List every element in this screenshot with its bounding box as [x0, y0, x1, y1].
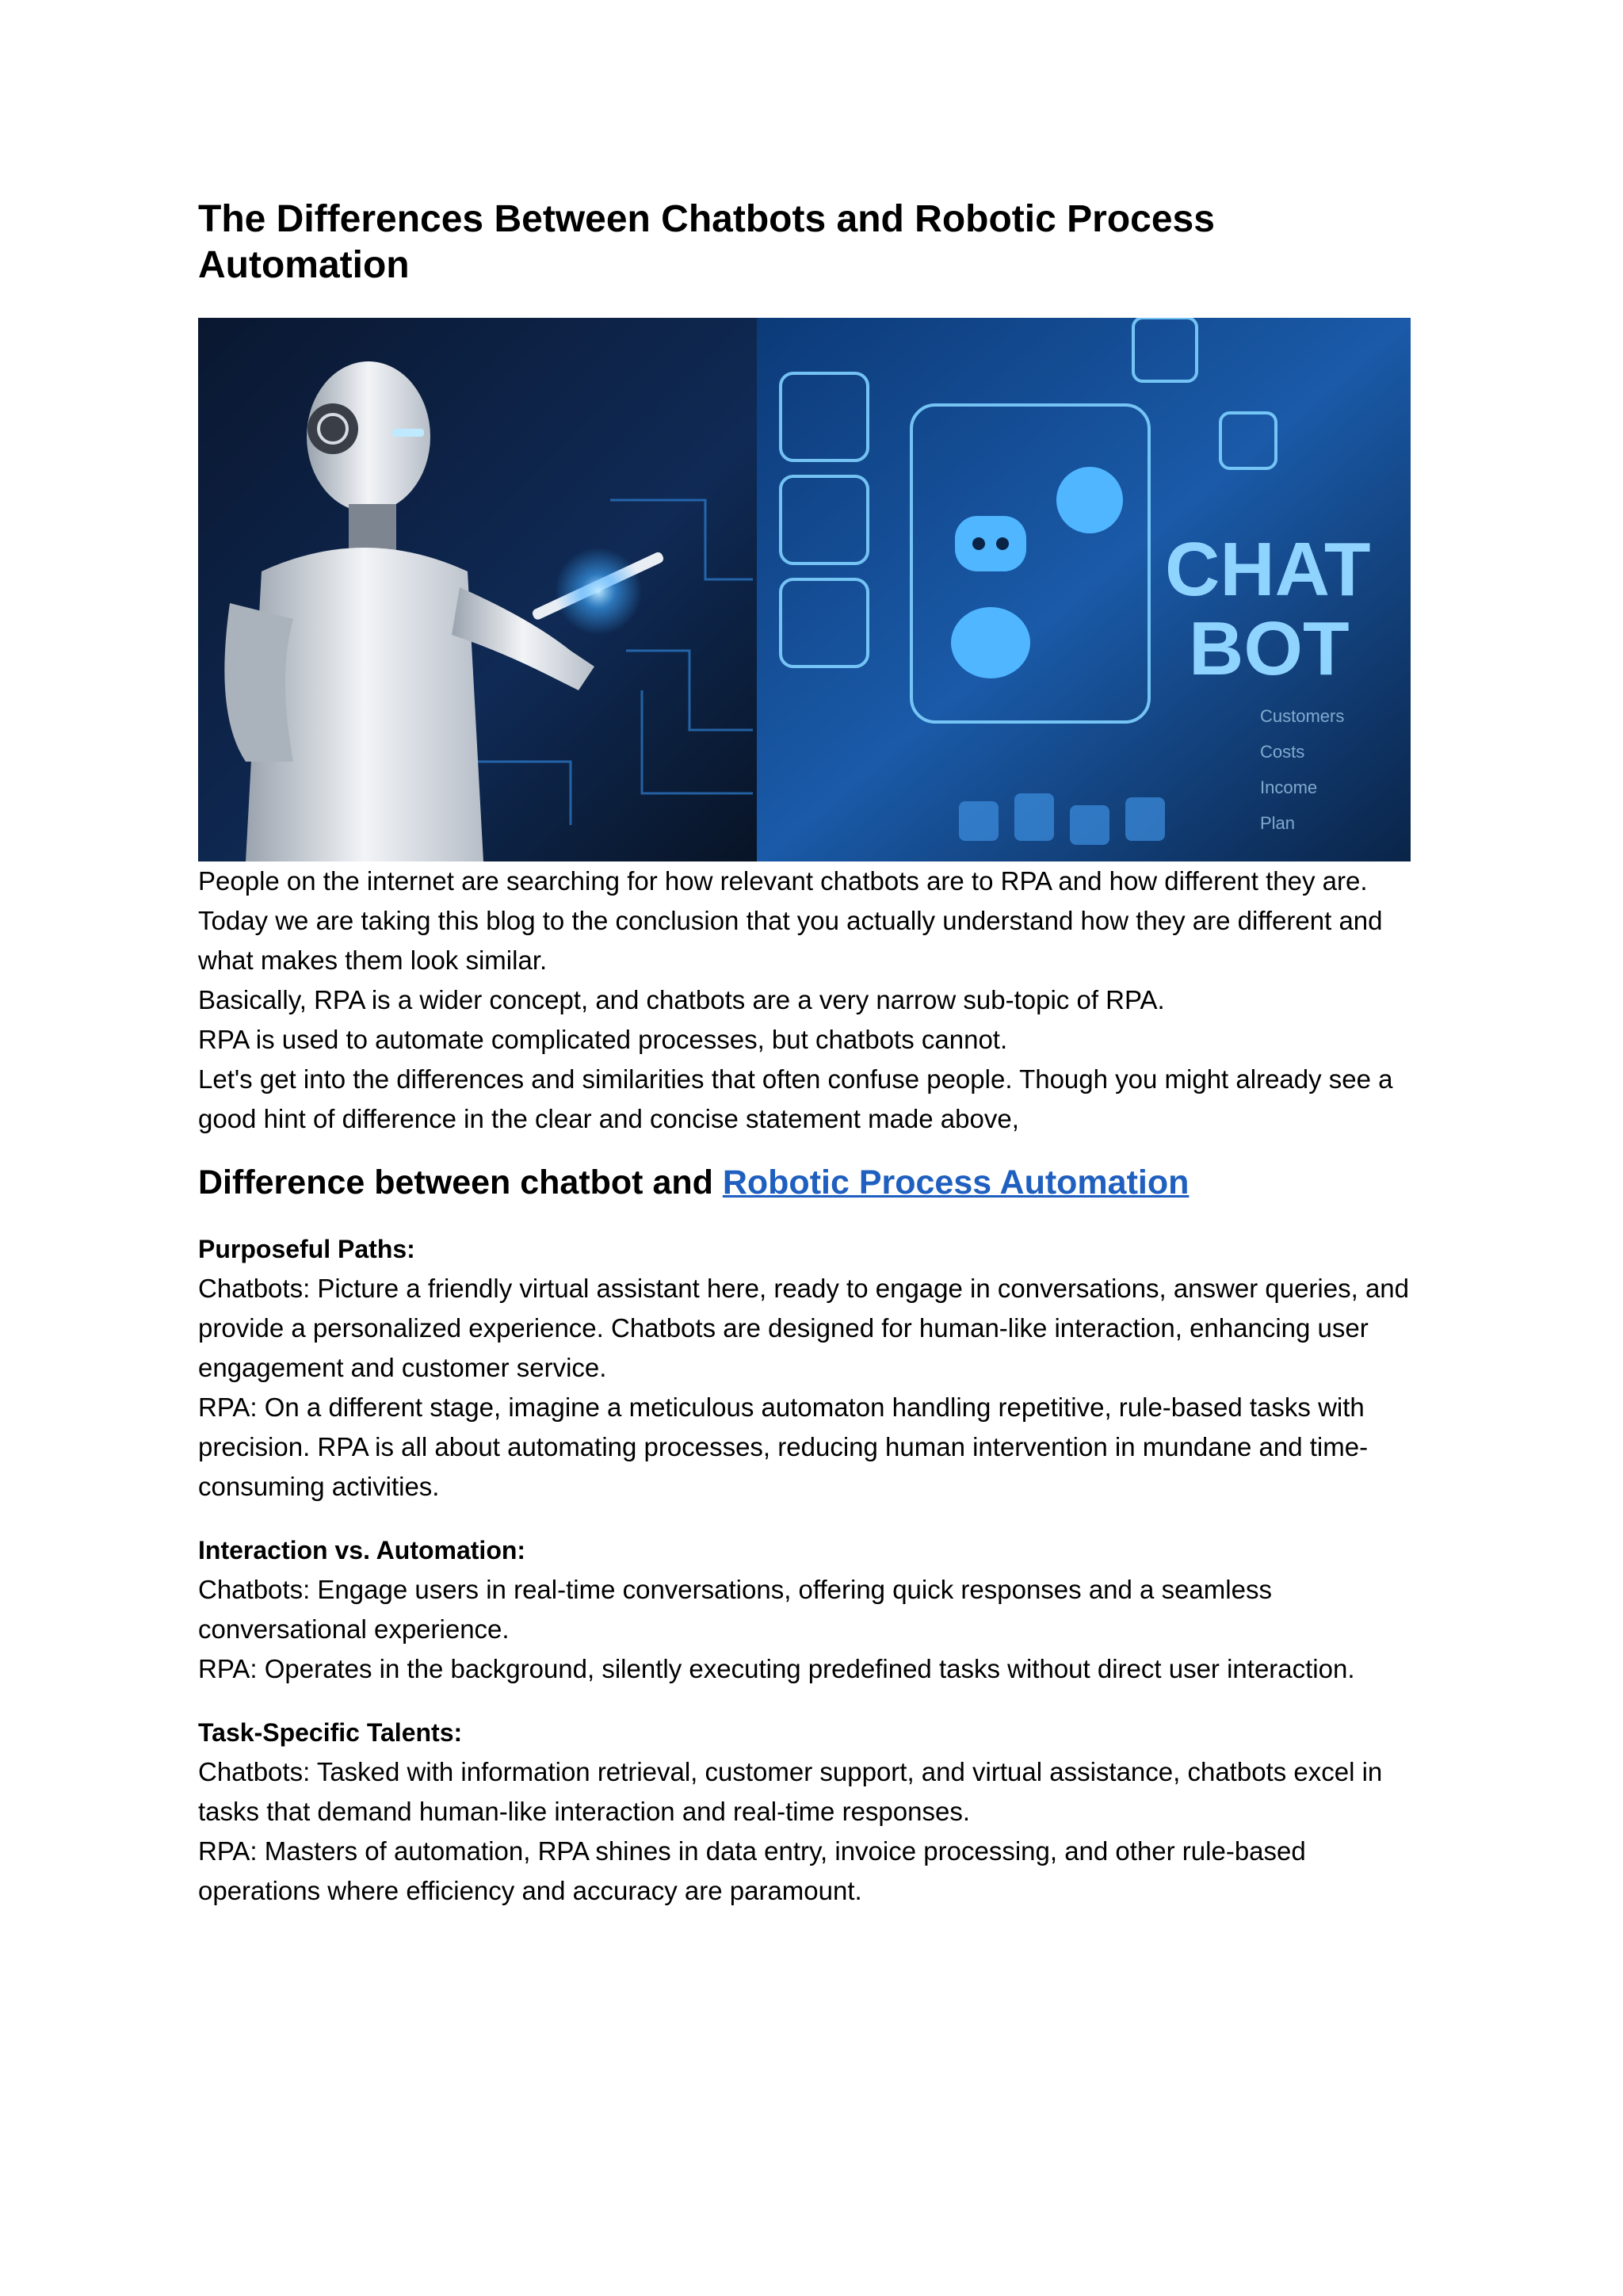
hero-image: [198, 318, 1411, 861]
interaction-rpa: RPA: Operates in the background, silently executing predefined tasks without direct user interaction.: [198, 1654, 1355, 1684]
purposeful-chatbots: Chatbots: Picture a friendly virtual assistant here, ready to engage in conversations, answer queries, and provide a personalized experience. Chatbots are designed for human-like interaction, enhancing user engagement and customer service.: [198, 1274, 1410, 1383]
tasks-heading: Task-Specific Talents:: [198, 1718, 463, 1748]
panel-label: Customers: [1260, 706, 1345, 727]
intro-paragraph-2-line-2: RPA is used to automate complicated processes, but chatbots cannot.: [198, 1025, 1008, 1055]
intro-paragraph-2-line-1: Basically, RPA is a wider concept, and chatbots are a very narrow sub-topic of RPA.: [198, 985, 1165, 1015]
bot-text: BOT: [1189, 606, 1350, 692]
chat-text: CHAT: [1165, 527, 1371, 613]
purposeful-rpa: RPA: On a different stage, imagine a meticulous automaton handling repetitive, rule-based tasks with precision. RPA is all about automating processes, reducing human intervention in mundane and time-consuming activities.: [198, 1392, 1369, 1502]
panel-label: Income: [1260, 777, 1318, 798]
document-content: [198, 197, 1434, 1911]
intro-paragraph-3: Let's get into the differences and similarities that often confuse people. Though you might already see a good hint of difference in the clear and concise statement made above,: [198, 1064, 1393, 1134]
document-title: The Differences Between Chatbots and Robotic Process Automation: [198, 198, 1215, 286]
tasks-chatbots: Chatbots: Tasked with information retrieval, customer support, and virtual assistance, chatbots excel in tasks that demand human-like interaction and real-time responses.: [198, 1757, 1383, 1827]
purposeful-heading: Purposeful Paths:: [198, 1235, 415, 1264]
intro-paragraph-1: People on the internet are searching for how relevant chatbots are to RPA and how different they are. Today we are taking this blog to the conclusion that you actually understand how they are different and what makes them look similar.: [198, 866, 1383, 976]
panel-label: Costs: [1260, 742, 1305, 762]
interaction-chatbots: Chatbots: Engage users in real-time conversations, offering quick responses and a seamless conversational experience.: [198, 1575, 1272, 1645]
panel-label: Plan: [1260, 813, 1296, 834]
section-heading-text: Difference between chatbot and: [198, 1163, 723, 1202]
tasks-rpa: RPA: Masters of automation, RPA shines in data entry, invoice processing, and other rule-based operations where efficiency and accuracy are paramount.: [198, 1836, 1306, 1906]
section-heading: [198, 1161, 1434, 1205]
intro-paragraph-2: [198, 980, 1434, 1060]
interaction-heading: Interaction vs. Automation:: [198, 1536, 526, 1565]
rpa-link[interactable]: Robotic Process Automation: [722, 1163, 1190, 1202]
